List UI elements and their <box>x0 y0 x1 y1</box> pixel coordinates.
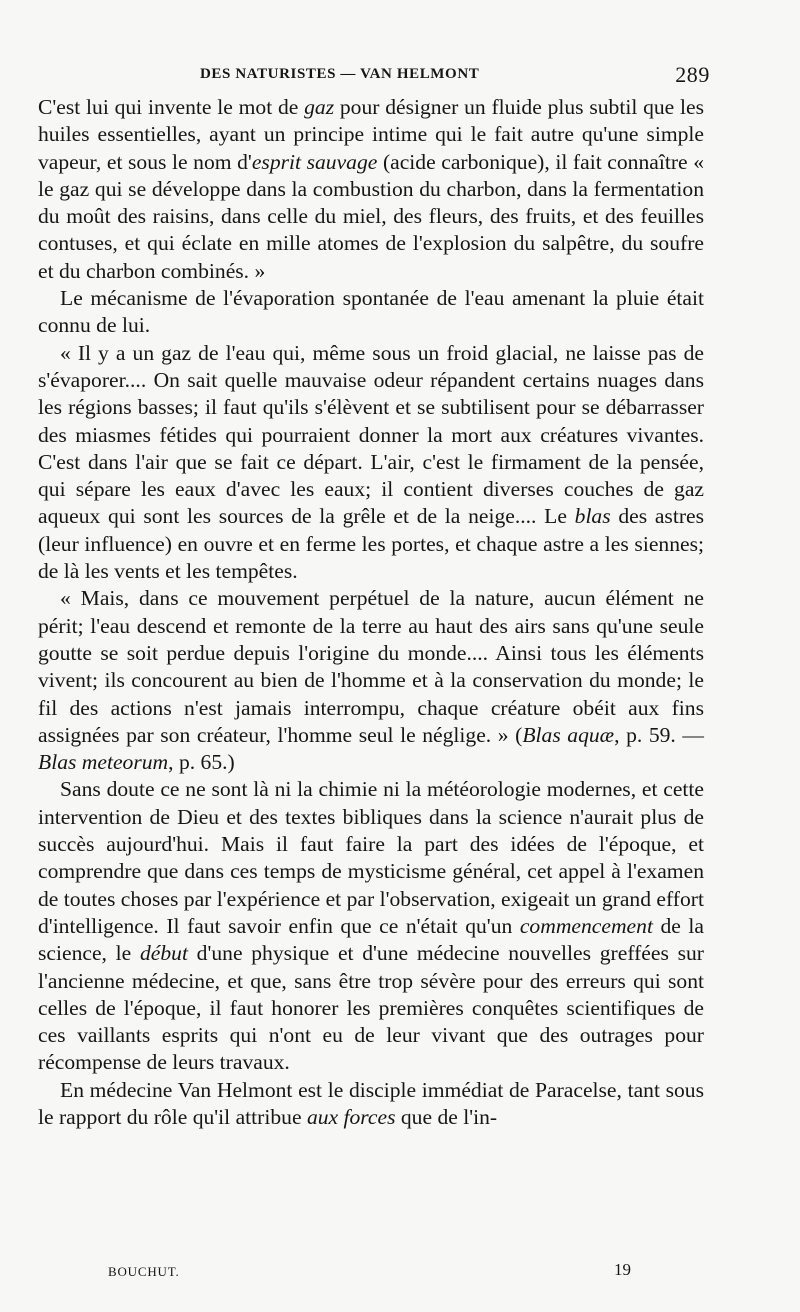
citation-title: Blas aquæ <box>522 722 615 747</box>
paragraph <box>38 285 704 340</box>
paragraph <box>38 776 704 1076</box>
body-text <box>38 94 704 1131</box>
italic-term: début <box>139 941 188 966</box>
italic-term: blas <box>574 504 611 529</box>
paragraph <box>38 340 704 586</box>
paragraph <box>38 94 704 285</box>
text-segment: Sans doute ce ne sont là ni la chimie ni la météorologie modernes, et cette intervention de Dieu et des textes bibliques dans la science n'aurait plus de succès aujourd'hui. Mais il faut faire la part des idées de l'époque, et comprendre que dans ces temps de mysticisme général, cet appel à l'examen de toutes choses par l'expérience et par l'observation, exigeait un grand effort d'intelligence. Il faut savoir enfin que ce n'était qu'un <box>38 777 704 938</box>
page-header <box>38 58 710 94</box>
text-segment: , p. 65.) <box>168 750 235 775</box>
text-segment: de la science, le <box>38 913 704 966</box>
page-number: 289 <box>675 62 710 87</box>
text-segment: que de l'in- <box>395 1104 498 1129</box>
running-head: DES NATURISTES — VAN HELMONT <box>200 66 480 82</box>
italic-term: gaz <box>304 95 335 119</box>
text-segment: d'une physique et d'une médecine nouvelles greffées sur l'ancienne médecine, et que, sans être trop sévère pour des erreurs qui sont celles de l'époque, il faut honorer les premières conquêtes scientifiques de ces vaillants esprits qui n'ont eu de leur vivant que des outrages pour récompense de leurs travaux. <box>38 941 704 1075</box>
italic-term: aux forces <box>306 1104 396 1129</box>
text-segment: C'est lui qui invente le mot de <box>38 95 305 119</box>
text-segment: , p. 59. — <box>614 722 704 747</box>
paragraph <box>38 585 704 776</box>
text-segment: En médecine Van Helmont est le disciple immédiat de Paracelse, tant sous le rapport du rôle qu'il attribue <box>38 1077 704 1129</box>
signature-mark: BOUCHUT. <box>108 1264 180 1279</box>
text-segment: des astres (leur influence) en ouvre et en ferme les portes, et chaque astre a les siennes; de là les vents et les tempêtes. <box>38 504 704 584</box>
text-segment: « Il y a un gaz de l'eau qui, même sous un froid glacial, ne laisse pas de s'évaporer.... On sait quelle mauvaise odeur répandent certains nuages dans les régions basses; il faut qu'ils s'élèvent et se subtilisent pour se débarrasser des miasmes fétides qui pourraient donner la mort aux créatures vivantes. C'est dans l'air que se fait ce départ. L'air, c'est le firmament de la pensée, qui sépare les eaux d'avec les eaux; il contient diverses couches de gaz aqueux qui sont les sources de la grêle et de la neige.... Le <box>38 340 704 529</box>
text-segment: « Mais, dans ce mouvement perpétuel de la nature, aucun élément ne périt; l'eau descend et remonte de la terre au haut des airs sans qu'une seule goutte se soit perdue depuis l'origine du monde.... Ainsi tous les éléments vivent; ils concourent au bien de l'homme et à la conservation du monde; le fil des actions n'est jamais interrompu, chaque créature obéit aux fins assignées par son créateur, l'homme seul le néglige. » ( <box>38 586 704 747</box>
page-footer <box>108 1260 704 1284</box>
text-segment: (acide carbonique), il fait connaître « le gaz qui se développe dans la combustion du charbon, dans la fermentation du moût des raisins, dans celle du miel, des fleurs, des fruits, et des feuilles contuses, et qui éclate en mille atomes de l'explosion du salpêtre, du soufre et du charbon combinés. » <box>38 149 704 283</box>
paragraph <box>38 1077 704 1132</box>
text-segment: pour désigner un fluide plus subtil que les huiles essentielles, ayant un principe intime qui le fait autre qu'une simple vapeur, et sous le nom d' <box>38 95 705 174</box>
italic-term: commencement <box>519 913 653 938</box>
sheet-number: 19 <box>614 1260 631 1279</box>
italic-term: esprit sauvage <box>251 149 378 174</box>
citation-title: Blas meteorum <box>38 750 169 775</box>
text-segment: Le mécanisme de l'évaporation spontanée de l'eau amenant la pluie était connu de lui. <box>38 286 704 338</box>
